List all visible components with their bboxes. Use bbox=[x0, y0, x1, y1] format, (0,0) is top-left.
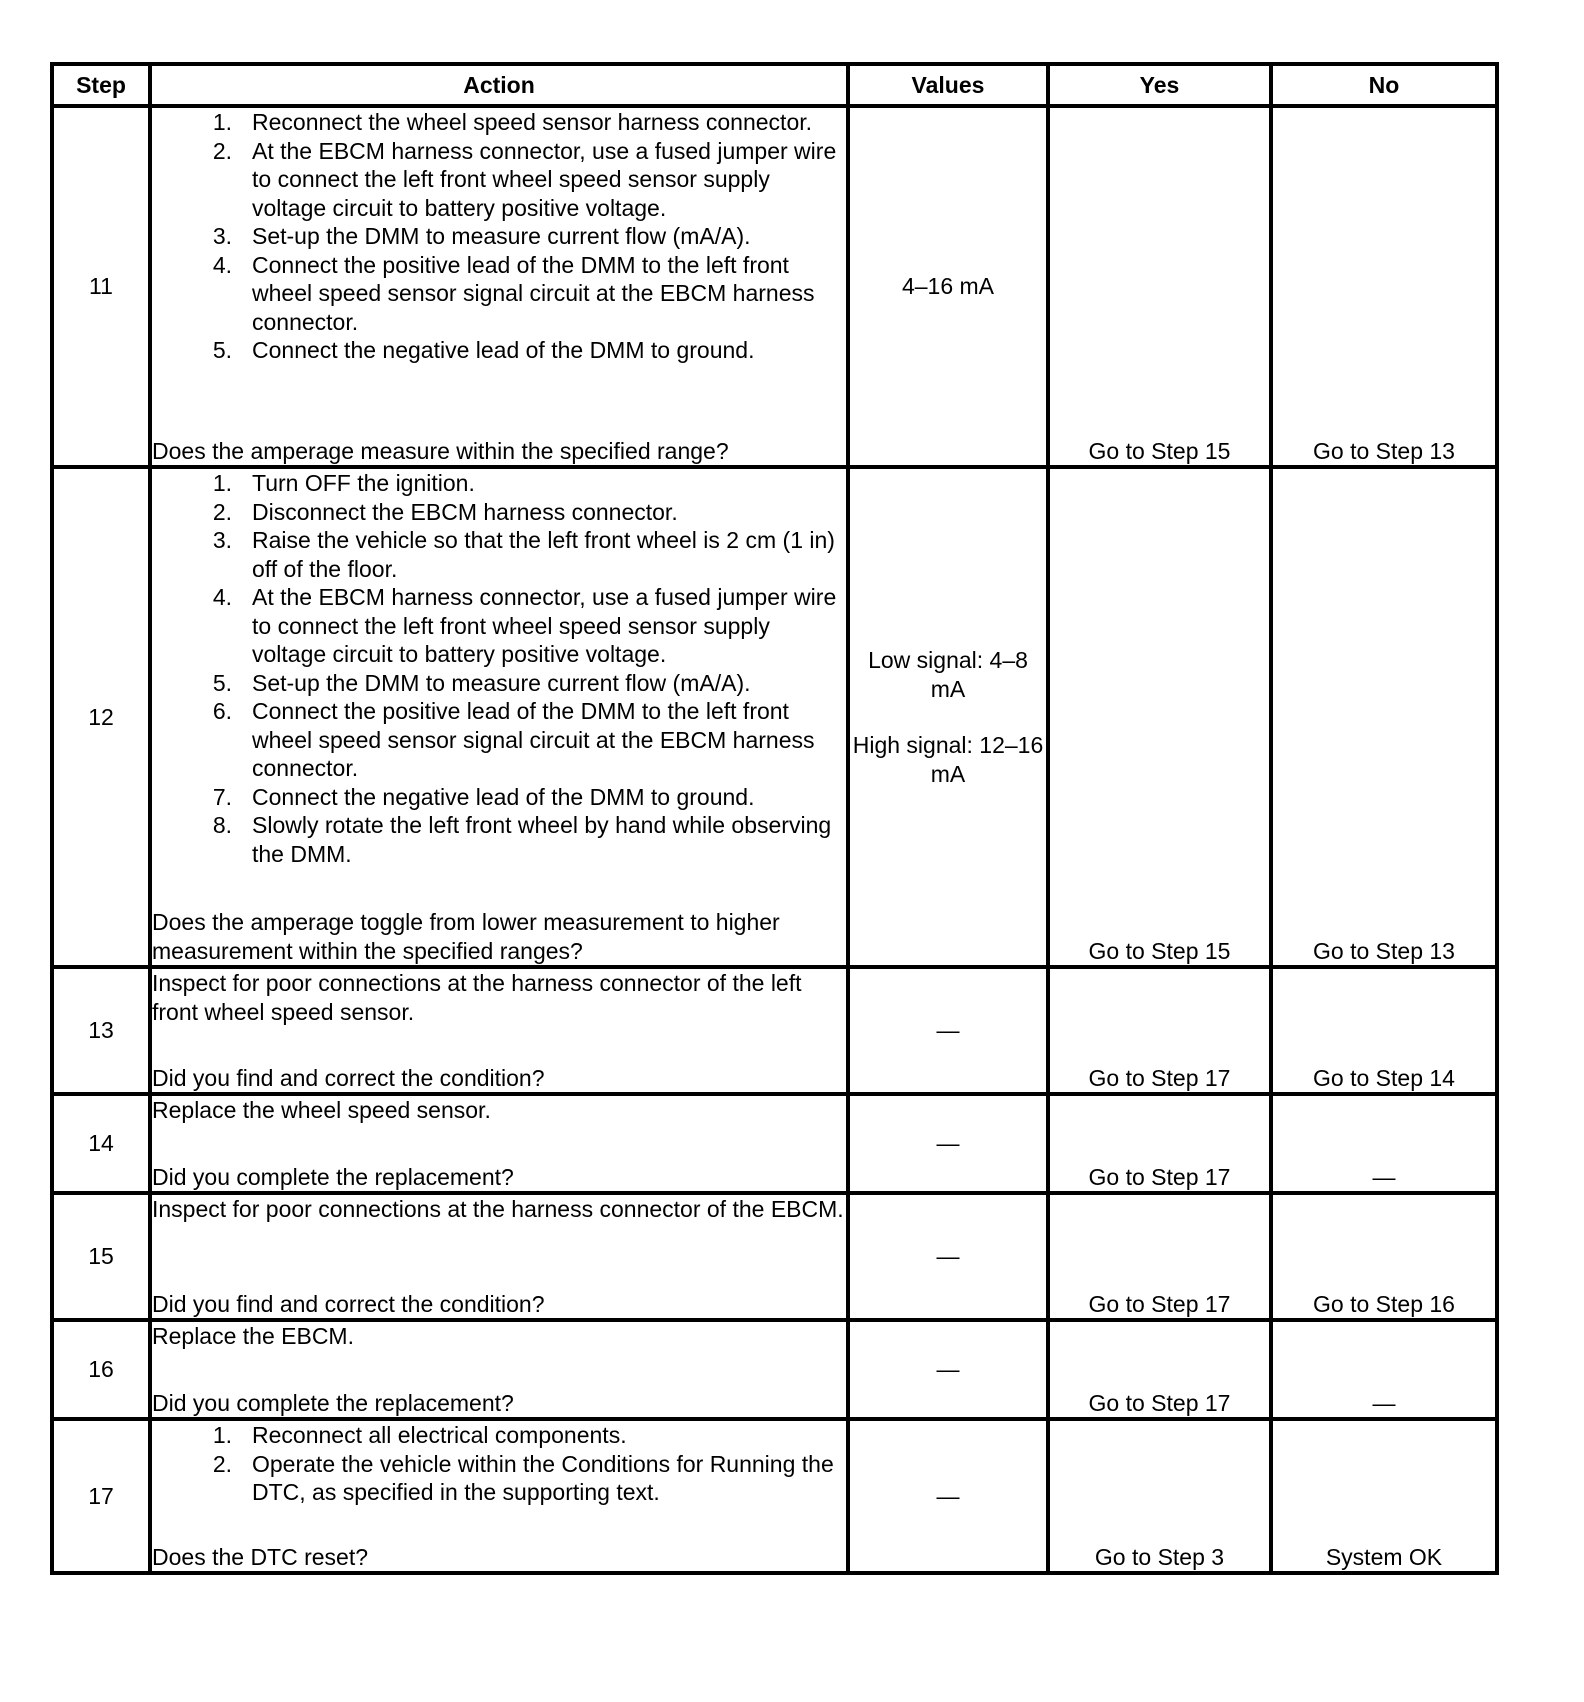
no-result: Go to Step 13 bbox=[1271, 467, 1497, 967]
values-cell bbox=[848, 1419, 1048, 1573]
col-header-step: Step bbox=[52, 64, 150, 106]
list-item: 2. Disconnect the EBCM harness connector. bbox=[212, 498, 678, 525]
header-row bbox=[52, 64, 1497, 106]
col-header-no: No bbox=[1271, 64, 1497, 106]
list-item: 4. Connect the positive lead of the DMM to the left front wheel speed sensor signal circuit at the EBCM harness connector. bbox=[212, 251, 815, 335]
list-item: 6. Connect the positive lead of the DMM to the left front wheel speed sensor signal circuit at the EBCM harness connector. bbox=[212, 698, 815, 781]
action-cell bbox=[150, 1320, 848, 1419]
table-row bbox=[52, 1193, 1497, 1320]
table-row bbox=[52, 467, 1497, 967]
col-header-yes: Yes bbox=[1048, 64, 1271, 106]
no-result: Go to Step 14 bbox=[1271, 967, 1497, 1094]
diagnostic-table bbox=[50, 62, 1499, 1575]
values-cell bbox=[848, 106, 1048, 467]
list-item: 2. At the EBCM harness connector, use a fused jumper wire to connect the left front wheel speed sensor supply voltage circuit to battery positive voltage. bbox=[212, 137, 837, 221]
table-row bbox=[52, 1094, 1497, 1193]
list-item: 1. Turn OFF the ignition. bbox=[212, 470, 475, 496]
values-cell bbox=[848, 1193, 1048, 1320]
action-text: Replace the EBCM. bbox=[152, 1323, 354, 1349]
action-question: Does the amperage toggle from lower measurement to higher measurement within the specified ranges? bbox=[152, 909, 780, 964]
no-result: Go to Step 16 bbox=[1271, 1193, 1497, 1320]
table-row bbox=[52, 967, 1497, 1094]
action-question: Did you find and correct the condition? bbox=[152, 1290, 545, 1317]
list-item: 5. Connect the negative lead of the DMM to ground. bbox=[212, 337, 755, 363]
table-row bbox=[52, 1419, 1497, 1573]
table-row bbox=[52, 106, 1497, 467]
action-question: Did you find and correct the condition? bbox=[152, 1064, 545, 1091]
action-cell bbox=[150, 1419, 848, 1573]
no-result: System OK bbox=[1271, 1419, 1497, 1573]
table-row bbox=[52, 1320, 1497, 1419]
yes-result: Go to Step 3 bbox=[1048, 1419, 1271, 1573]
list-item: 3. Set-up the DMM to measure current flow (mA/A). bbox=[212, 223, 751, 249]
step-number: 15 bbox=[52, 1193, 150, 1320]
list-item: 1. Reconnect the wheel speed sensor harness connector. bbox=[212, 109, 813, 135]
list-item: 2. Operate the vehicle within the Conditions for Running the DTC, as specified in the supporting text. bbox=[212, 1450, 834, 1505]
no-result: — bbox=[1271, 1094, 1497, 1193]
list-item: 3. Raise the vehicle so that the left front wheel is 2 cm (1 in) off of the floor. bbox=[212, 527, 835, 582]
value-text: Low signal: 4–8 mA bbox=[868, 647, 1028, 702]
value-text: High signal: 12–16 mA bbox=[852, 732, 1044, 787]
values-cell bbox=[848, 1094, 1048, 1193]
step-number: 12 bbox=[52, 467, 150, 967]
list-item: 7. Connect the negative lead of the DMM to ground. bbox=[212, 783, 755, 810]
action-text: Inspect for poor connections at the harness connector of the EBCM. bbox=[152, 1196, 844, 1222]
list-item: 4. At the EBCM harness connector, use a fused jumper wire to connect the left front wheel speed sensor supply voltage circuit to battery positive voltage. bbox=[212, 584, 837, 667]
col-header-values: Values bbox=[848, 64, 1048, 106]
list-item: 8. Slowly rotate the left front wheel by hand while observing the DMM. bbox=[212, 812, 832, 867]
action-list bbox=[152, 469, 846, 868]
action-text: Inspect for poor connections at the harness connector of the left front wheel speed sensor. bbox=[152, 970, 802, 1025]
value-text: — bbox=[936, 1130, 960, 1157]
yes-result: Go to Step 17 bbox=[1048, 967, 1271, 1094]
values-cell bbox=[848, 467, 1048, 967]
action-cell bbox=[150, 967, 848, 1094]
action-list bbox=[152, 1421, 846, 1507]
value-text: — bbox=[936, 1017, 960, 1044]
value-text: — bbox=[936, 1482, 960, 1509]
step-number: 16 bbox=[52, 1320, 150, 1419]
yes-result: Go to Step 17 bbox=[1048, 1193, 1271, 1320]
action-cell bbox=[150, 467, 848, 967]
values-cell bbox=[848, 967, 1048, 1094]
action-cell bbox=[150, 1094, 848, 1193]
list-item: 1. Reconnect all electrical components. bbox=[212, 1422, 627, 1448]
yes-result: Go to Step 17 bbox=[1048, 1094, 1271, 1193]
action-cell bbox=[150, 106, 848, 467]
action-text: Replace the wheel speed sensor. bbox=[152, 1097, 491, 1123]
no-result: — bbox=[1271, 1320, 1497, 1419]
yes-result: Go to Step 17 bbox=[1048, 1320, 1271, 1419]
step-number: 13 bbox=[52, 967, 150, 1094]
action-question: Does the DTC reset? bbox=[152, 1543, 369, 1570]
value-text: — bbox=[936, 1356, 960, 1383]
yes-result: Go to Step 15 bbox=[1048, 467, 1271, 967]
step-number: 14 bbox=[52, 1094, 150, 1193]
step-number: 17 bbox=[52, 1419, 150, 1573]
value-text: 4–16 mA bbox=[901, 273, 995, 300]
list-item: 5. Set-up the DMM to measure current flow (mA/A). bbox=[212, 669, 751, 696]
action-question: Did you complete the replacement? bbox=[152, 1163, 514, 1190]
action-cell bbox=[150, 1193, 848, 1320]
col-header-action: Action bbox=[150, 64, 848, 106]
action-question: Does the amperage measure within the specified range? bbox=[152, 437, 729, 464]
action-question: Did you complete the replacement? bbox=[152, 1389, 514, 1416]
no-result: Go to Step 13 bbox=[1271, 106, 1497, 467]
value-text: — bbox=[936, 1243, 960, 1270]
values-cell bbox=[848, 1320, 1048, 1419]
action-list bbox=[152, 108, 846, 365]
yes-result: Go to Step 15 bbox=[1048, 106, 1271, 467]
step-number: 11 bbox=[52, 106, 150, 467]
